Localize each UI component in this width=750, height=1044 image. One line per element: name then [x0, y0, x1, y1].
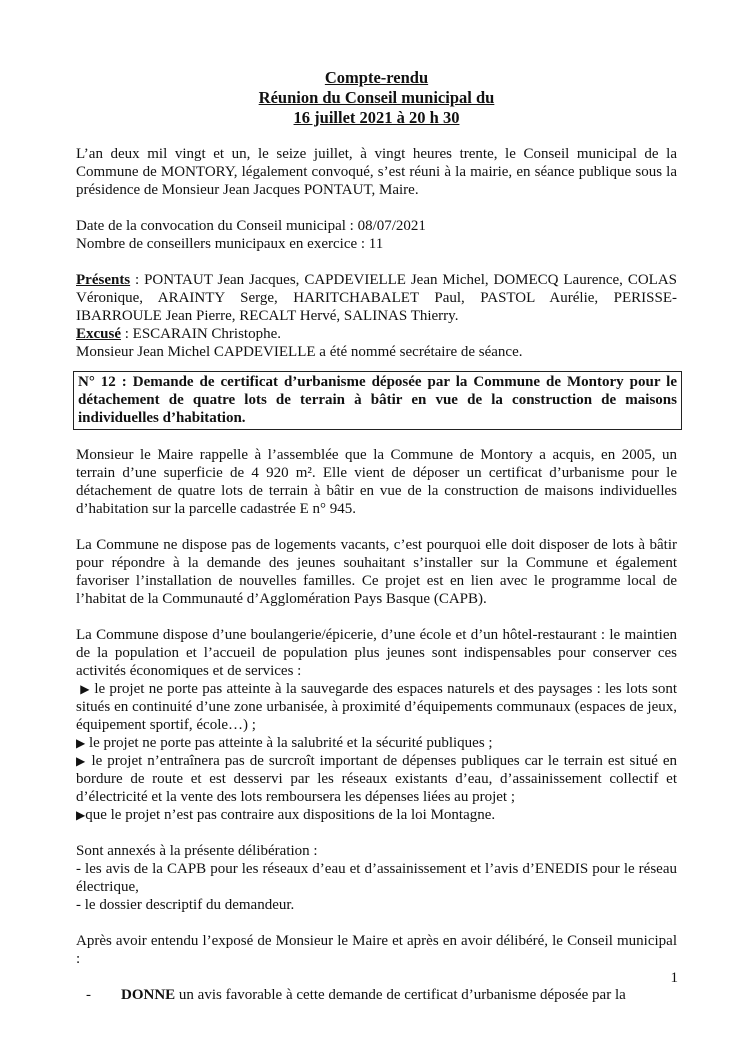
decision-keyword: DONNE	[121, 987, 176, 1003]
title-block	[76, 68, 677, 128]
presents-label: Présents	[76, 272, 131, 288]
decision-text: un avis favorable à cette demande de certificat d’urbanisme déposée par la	[175, 987, 626, 1003]
convocation-date: Date de la convocation du Conseil municipal : 08/07/2021	[76, 218, 426, 234]
paragraph-2: La Commune ne dispose pas de logements vacants, c’est pourquoi elle doit disposer de lots à bâtir pour répondre à la demande des jeunes souhaitant s’installer sur la Commune et également favoriser l’installation de nouvelles familles. Ce projet est en lien avec le programme local de l’habitat de la Communauté d’Agglomération Pays Basque (CAPB).	[76, 537, 677, 607]
annexes-intro: Sont annexés à la présente délibération :	[76, 843, 318, 859]
arrow-right-icon: ▶	[76, 736, 86, 750]
excuse-text: : ESCARAIN Christophe.	[121, 326, 282, 342]
title-line-1: Compte-rendu	[324, 68, 429, 87]
arrow-right-icon: ▶	[76, 754, 87, 768]
document-page	[76, 68, 677, 1004]
paragraph-3: La Commune dispose d’une boulangerie/épicerie, d’une école et d’un hôtel-restaurant : le maintien de la population et l’accueil de population plus jeunes sont indispensables pour conserver ces activités économiques et de services :	[76, 627, 677, 679]
bullet-item-1: ▶ le projet ne porte pas atteinte à la sauvegarde des espaces naturels et des paysages : les lots sont situés en continuité d’une zone urbanisée, à proximité d’équipements communaux (espaces de jeux, équipement sportif, école…) ;	[76, 681, 677, 733]
presents-paragraph	[76, 271, 677, 325]
paragraph-1: Monsieur le Maire rappelle à l’assemblée que la Commune de Montory a acquis, en 2005, un terrain d’une superficie de 4 920 m². Elle vient de déposer un certificat d’urbanisme pour le détachement de quatre lots de terrain à bâtir en vue de la construction de maisons individuelles d’habitation sur la parcelle cadastrée E n° 945.	[76, 447, 677, 517]
title-line-2: Réunion du Conseil municipal du	[258, 88, 495, 107]
excuse-paragraph	[76, 325, 677, 343]
title-line-3: 16 juillet 2021 à 20 h 30	[293, 108, 460, 127]
bullet-item-4: ▶que le projet n’est pas contraire aux dispositions de la loi Montagne.	[76, 807, 496, 823]
annex-item-2: - le dossier descriptif du demandeur.	[76, 897, 295, 913]
secretaire-line: Monsieur Jean Michel CAPDEVIELLE a été nommé secrétaire de séance.	[76, 344, 523, 360]
presents-text: : PONTAUT Jean Jacques, CAPDEVIELLE Jean Michel, DOMECQ Laurence, COLAS Véronique, ARAINTY Serge, HARITCHABALET Paul, PASTOL Aurélie, PERISSE-IBARROULE Jean Pierre, RECALT Hervé, SALINAS Thierry.	[76, 272, 677, 324]
conseillers-count: Nombre de conseillers municipaux en exercice : 11	[76, 236, 384, 252]
intro-paragraph: L’an deux mil vingt et un, le seize juillet, à vingt heures trente, le Conseil municipal de la Commune de MONTORY, légalement convoqué, s’est réuni à la mairie, en séance publique sous la présidence de Monsieur Jean Jacques PONTAUT, Maire.	[76, 146, 677, 198]
deliberation-title-box: N° 12 : Demande de certificat d’urbanisme déposée par la Commune de Montory pour le détachement de quatre lots de terrain à bâtir en vue de la construction de maisons individuelles d’habitation.	[73, 371, 682, 430]
arrow-right-icon: ▶	[76, 808, 86, 822]
arrow-right-icon: ▶	[80, 682, 91, 696]
page-number: 1	[670, 970, 678, 986]
conclusion-paragraph: Après avoir entendu l’exposé de Monsieur le Maire et après en avoir délibéré, le Conseil municipal :	[76, 933, 677, 967]
bullet-item-2: ▶ le projet ne porte pas atteinte à la salubrité et la sécurité publiques ;	[76, 735, 493, 751]
bullet-item-3: ▶ le projet n’entraînera pas de surcroît important de dépenses publiques car le terrain est situé en bordure de route et est desservi par les réseaux existants d’eau, d’assainissement collectif et d’électricité et la vente des lots remboursera les dépenses liées au projet ;	[76, 753, 678, 805]
excuse-label: Excusé	[76, 326, 121, 342]
decision-item: - DONNE un avis favorable à cette demande de certificat d’urbanisme déposée par la	[86, 987, 626, 1003]
annex-item-1: - les avis de la CAPB pour les réseaux d’eau et d’assainissement et l’avis d’ENEDIS pour le réseau électrique,	[76, 861, 677, 895]
